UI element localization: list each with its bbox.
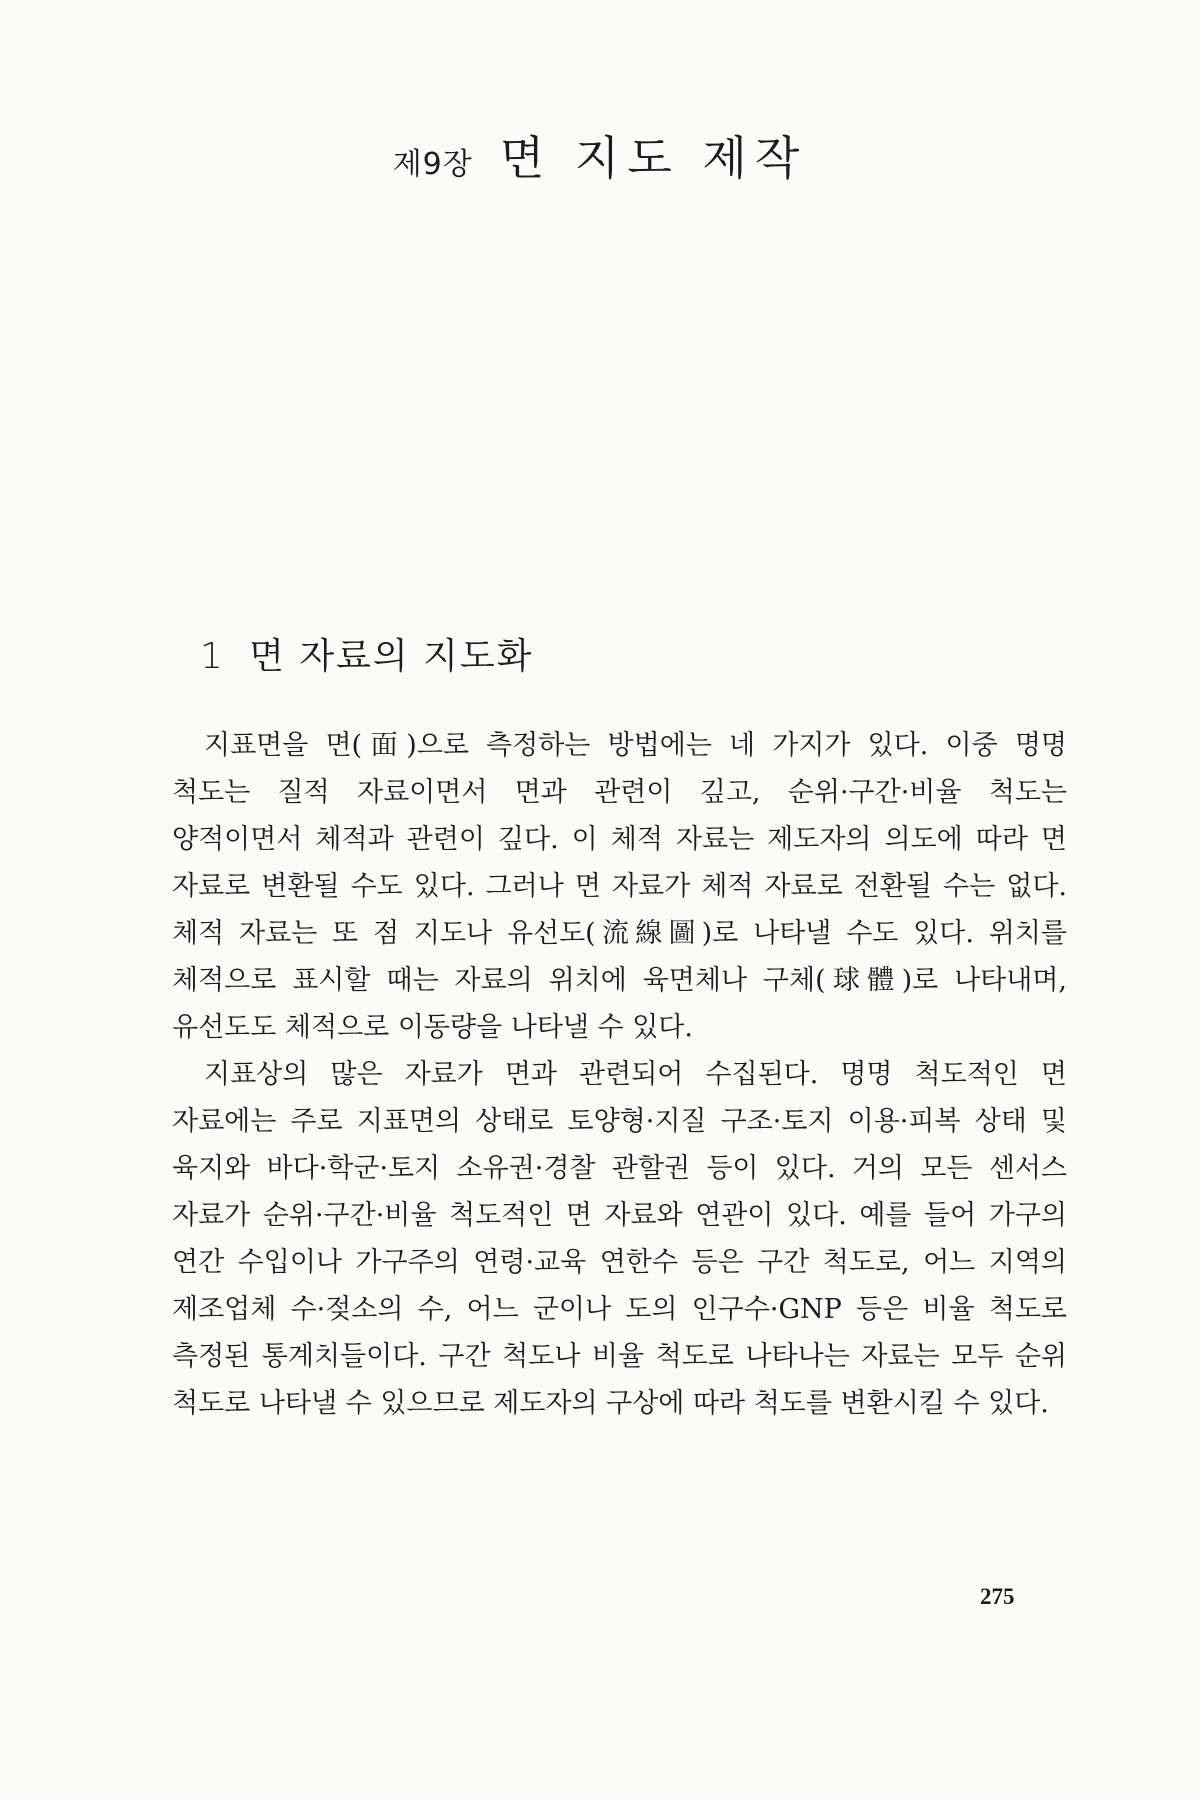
chapter-label: 제9장 xyxy=(392,147,473,182)
chapter-heading xyxy=(0,122,1200,188)
paragraph-2: 지표상의 많은 자료가 면과 관련되어 수집된다. 명명 척도적인 면 자료에는 주로 지표면의 상태로 토양형·지질 구조·토지 이용·피복 상태 및 육지와 바다·학군·토지 소유권·경찰 관할권 등이 있다. 거의 모든 센서스 자료가 순위·구간·비율 척도적인 면 자료와 연관이 있다. 예를 들어 가구의 연간 수입이나 가구주의 연령·교육 연한수 등은 구간 척도로, 어느 지역의 제조업체 수·젖소의 수, 어느 군이나 도의 인구수·GNP 등은 비율 척도로 측정된 통계치들이다. 구간 척도나 비율 척도로 나타나는 자료는 모두 순위 척도로 나타낼 수 있으므로 제도자의 구상에 따라 척도를 변환시킬 수 있다. xyxy=(172,1059,1067,1419)
body-text xyxy=(172,722,1067,1427)
page-number: 275 xyxy=(980,1584,1015,1609)
section-title: 면 자료의 지도화 xyxy=(249,636,534,677)
chapter-title: 면 지도 제작 xyxy=(499,131,808,185)
section-number: 1 xyxy=(200,636,223,677)
paragraph-1: 지표면을 면(面)으로 측정하는 방법에는 네 가지가 있다. 이중 명명 척도는 질적 자료이면서 면과 관련이 깊고, 순위·구간·비율 척도는 양적이면서 체적과 관련이 깊다. 이 체적 자료는 제도자의 의도에 따라 면 자료로 변환될 수도 있다. 그러나 면 자료가 체적 자료로 전환될 수는 없다. 체적 자료는 또 점 지도나 유선도(流線圖)로 나타낼 수도 있다. 위치를 체적으로 표시할 때는 자료의 위치에 육면체나 구체(球體)로 나타내며, 유선도도 체적으로 이동량을 나타낼 수 있다. xyxy=(172,730,1067,1043)
section-heading xyxy=(200,628,533,679)
